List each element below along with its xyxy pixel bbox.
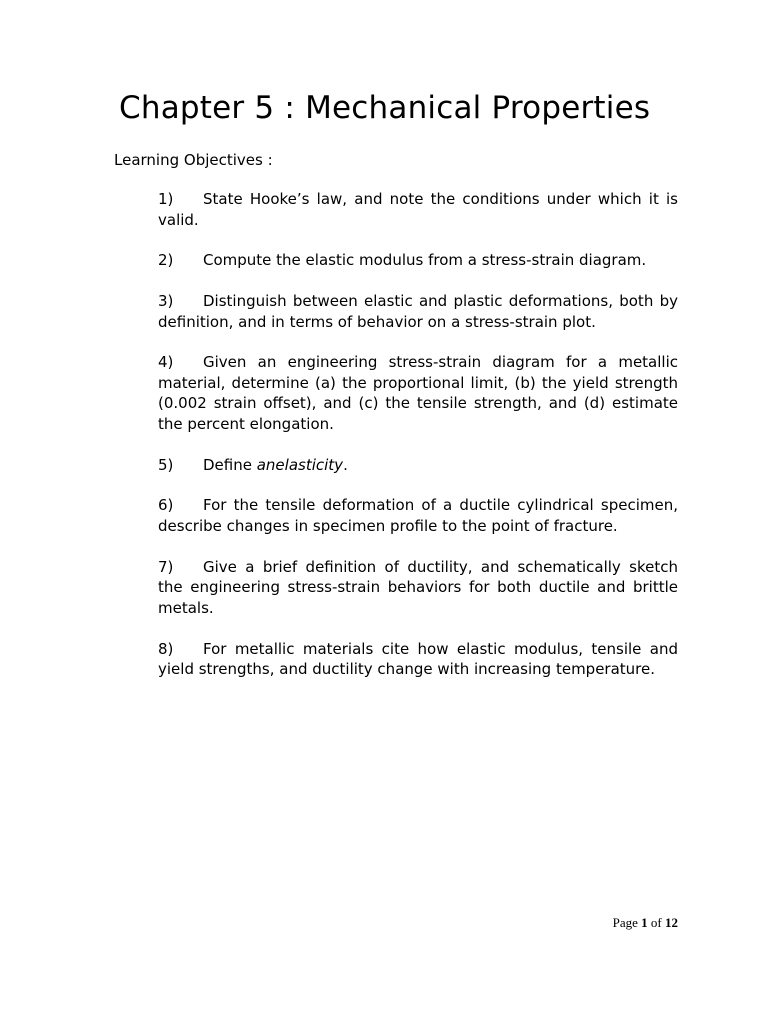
objective-item-2: [158, 250, 678, 271]
objective-number: 1): [158, 190, 174, 208]
objective-item-3: [158, 291, 678, 332]
objective-text: For metallic materials cite how elastic modulus, tensile and yield strengths, and ductility change with increasing temperature.: [158, 639, 678, 679]
objective-item-4: [158, 352, 678, 434]
objective-text-prefix: Define: [203, 455, 257, 474]
objective-number: 6): [158, 496, 174, 515]
objective-item-8: [158, 639, 678, 680]
objective-item-5: [158, 455, 678, 476]
objective-text: For the tensile deformation of a ductile cylindrical specimen, describe changes in specimen profile to the point of fracture.: [158, 496, 678, 535]
of-label: of: [650, 915, 662, 930]
objective-text: Given an engineering stress-strain diagram for a metallic material, determine (a) the proportional limit, (b) the yield strength (0.002 strain offset), and (c) the tensile strength, and (d) estimate the percent elongation.: [158, 353, 678, 433]
objective-text: State Hooke’s law, and note the conditions under which it is valid.: [158, 190, 678, 229]
objective-number: 2): [158, 251, 174, 270]
objective-text-suffix: .: [343, 455, 348, 474]
objective-item-7: [158, 557, 678, 619]
objective-text: Compute the elastic modulus from a stress-strain diagram.: [203, 251, 647, 270]
chapter-title: Chapter 5 : Mechanical Properties: [119, 90, 651, 126]
learning-objectives-heading: Learning Objectives :: [114, 151, 273, 169]
current-page-number: 1: [641, 915, 648, 930]
objective-text: Distinguish between elastic and plastic deformations, both by definition, and in terms of behavior on a stress-strain plot.: [158, 292, 678, 331]
objective-number: 8): [158, 639, 174, 658]
total-pages-number: 12: [665, 915, 678, 930]
objective-text-emphasis: anelasticity: [256, 455, 344, 474]
objective-number: 5): [158, 455, 174, 474]
objective-item-6: [158, 495, 678, 536]
objective-text: Give a brief definition of ductility, and schematically sketch the engineering stress-strain behaviors for both ductile and brittle metals.: [158, 557, 678, 617]
objectives-list: [158, 189, 678, 700]
page-footer: [613, 914, 678, 932]
objective-item-1: [158, 189, 678, 230]
page-label: Page: [612, 915, 638, 930]
objective-number: 7): [158, 557, 174, 576]
objective-number: 3): [158, 292, 174, 311]
objective-number: 4): [158, 353, 174, 372]
